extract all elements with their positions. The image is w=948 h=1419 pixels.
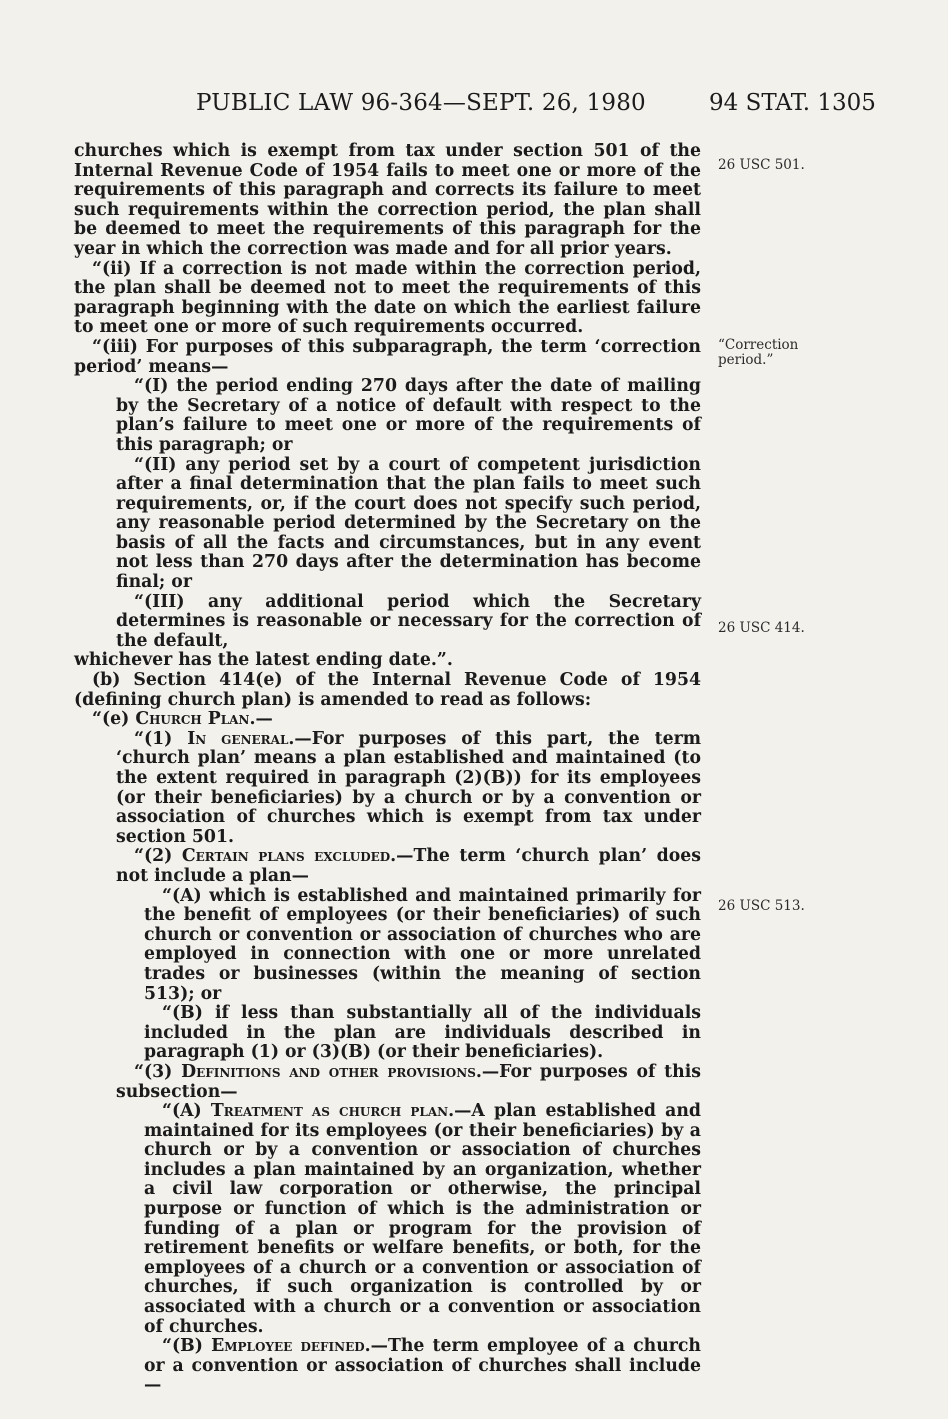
flush-language: whichever has the latest ending date.”. bbox=[74, 650, 453, 671]
subsection-b: (b) Section 414(e) of the Internal Revenue Code of 1954 (defining church plan) is amended to read as follows: bbox=[74, 670, 701, 710]
subparagraph-3A-heading: Treatment as church plan. bbox=[210, 1101, 455, 1122]
paragraph-3 bbox=[74, 1063, 701, 1102]
page-header-title: PUBLIC LAW 96-364—SEPT. 26, 1980 bbox=[196, 90, 646, 116]
paragraph-1-prefix: “(1) bbox=[134, 728, 188, 749]
subclause-II: “(II) any period set by a court of competent jurisdiction after a final determination that the plan fails to meet such requirements, or, if the court does not specify such period, any reasonable period determined by the Secretary on the basis of all the facts and circumstances, but in any event not less than 270 days after the determination has become final; or bbox=[116, 454, 701, 593]
clause-iii: “(iii) For purposes of this subparagraph, the term ‘correction period’ means— bbox=[74, 336, 701, 377]
subparagraph-3B-text: —The term employee of a church or a convention or association of churches shall include— bbox=[144, 1336, 701, 1396]
subparagraph-3B-prefix: “(B) bbox=[162, 1336, 212, 1357]
subsection-e-heading bbox=[74, 710, 701, 730]
subsection-e-title: Church Plan. bbox=[135, 709, 256, 730]
page-header-stat: 94 STAT. 1305 bbox=[709, 90, 876, 116]
paragraph-3-heading: Definitions and other provisions. bbox=[181, 1061, 482, 1082]
paragraph-3-text: —For purposes of this subsection— bbox=[116, 1061, 701, 1102]
subparagraph-3A-prefix: “(A) bbox=[162, 1101, 211, 1122]
subparagraph-3A-text: —A plan established and maintained for its employees (or their beneficiaries) by a church or by a convention or association of churches includes a plan maintained by an organization, whether a civil law corporation or otherwise, the principal purpose or function of which is the administration or funding of a plan or program for the provision of retirement benefits or welfare benefits, or both, for the employees of a church or a convention or association of churches, if such organization is controlled by or associated with a church or a convention or association of churches. bbox=[144, 1101, 702, 1337]
subclause-I: “(I) the period ending 270 days after the date of mailing by the Secretary of a notice of default with respect to the plan’s failure to meet one or more of the requirements of this paragraph; or bbox=[116, 376, 701, 455]
clause-ii: “(ii) If a correction is not made within the correction period, the plan shall be deemed not to meet the requirements of this paragraph beginning with the date on which the earliest failure to meet one or more of such requirements occurred. bbox=[74, 258, 701, 338]
paragraph-2 bbox=[74, 847, 701, 886]
subparagraph-2A: “(A) which is established and maintained primarily for the benefit of employees (or their beneficiaries) of such church or convention or association of churches who are employed in connection with one or more unrelated trades or businesses (within the meaning of section 513); or bbox=[144, 885, 701, 1004]
subsection-e-dash: — bbox=[255, 709, 273, 730]
margin-note-usc-501: 26 USC 501. bbox=[718, 157, 805, 173]
margin-note-usc-513: 26 USC 513. bbox=[718, 898, 805, 914]
paragraph-2-heading: Certain plans excluded. bbox=[181, 846, 397, 867]
paragraph-2-prefix: “(2) bbox=[134, 846, 182, 867]
subclause-III: “(III) any additional period which the Secretary determines is reasonable or necessary for the correction of the default, bbox=[116, 591, 701, 651]
subparagraph-2B: “(B) if less than substantially all of the individuals included in the plan are individuals described in paragraph (1) or (3)(B) (or their beneficiaries). bbox=[144, 1003, 701, 1063]
paragraph-3-prefix: “(3) bbox=[134, 1061, 182, 1082]
paragraph-1-text: —For purposes of this part, the term ‘church plan’ means a plan established and maintained (to the extent required in paragraph (2)(B)) for its employees (or their beneficiaries) by a church or by a convention or association of churches which is exempt from tax under section 501. bbox=[116, 728, 701, 847]
paragraph-1-heading: In general. bbox=[187, 728, 295, 749]
paragraph-2-text: —The term ‘church plan’ does not include a plan— bbox=[116, 846, 701, 886]
margin-note-correction-period: “Correction period.” bbox=[718, 337, 799, 368]
subparagraph-3B-heading: Employee defined. bbox=[211, 1336, 371, 1357]
subsection-e-prefix: “(e) bbox=[92, 709, 136, 730]
paragraph-1 bbox=[74, 730, 701, 848]
subparagraph-3B bbox=[74, 1337, 701, 1396]
margin-note-usc-414: 26 USC 414. bbox=[718, 620, 805, 636]
subparagraph-3A bbox=[74, 1102, 701, 1337]
statute-body bbox=[74, 142, 701, 1396]
paragraph-continuation: churches which is exempt from tax under section 501 of the Internal Revenue Code of 1954 fails to meet one or more of the requirements of this paragraph and corrects its failure to meet such requirements within the correction period, the plan shall be deemed to meet the requirements of this paragraph for the year in which the correction was made and for all prior years. bbox=[74, 141, 701, 259]
